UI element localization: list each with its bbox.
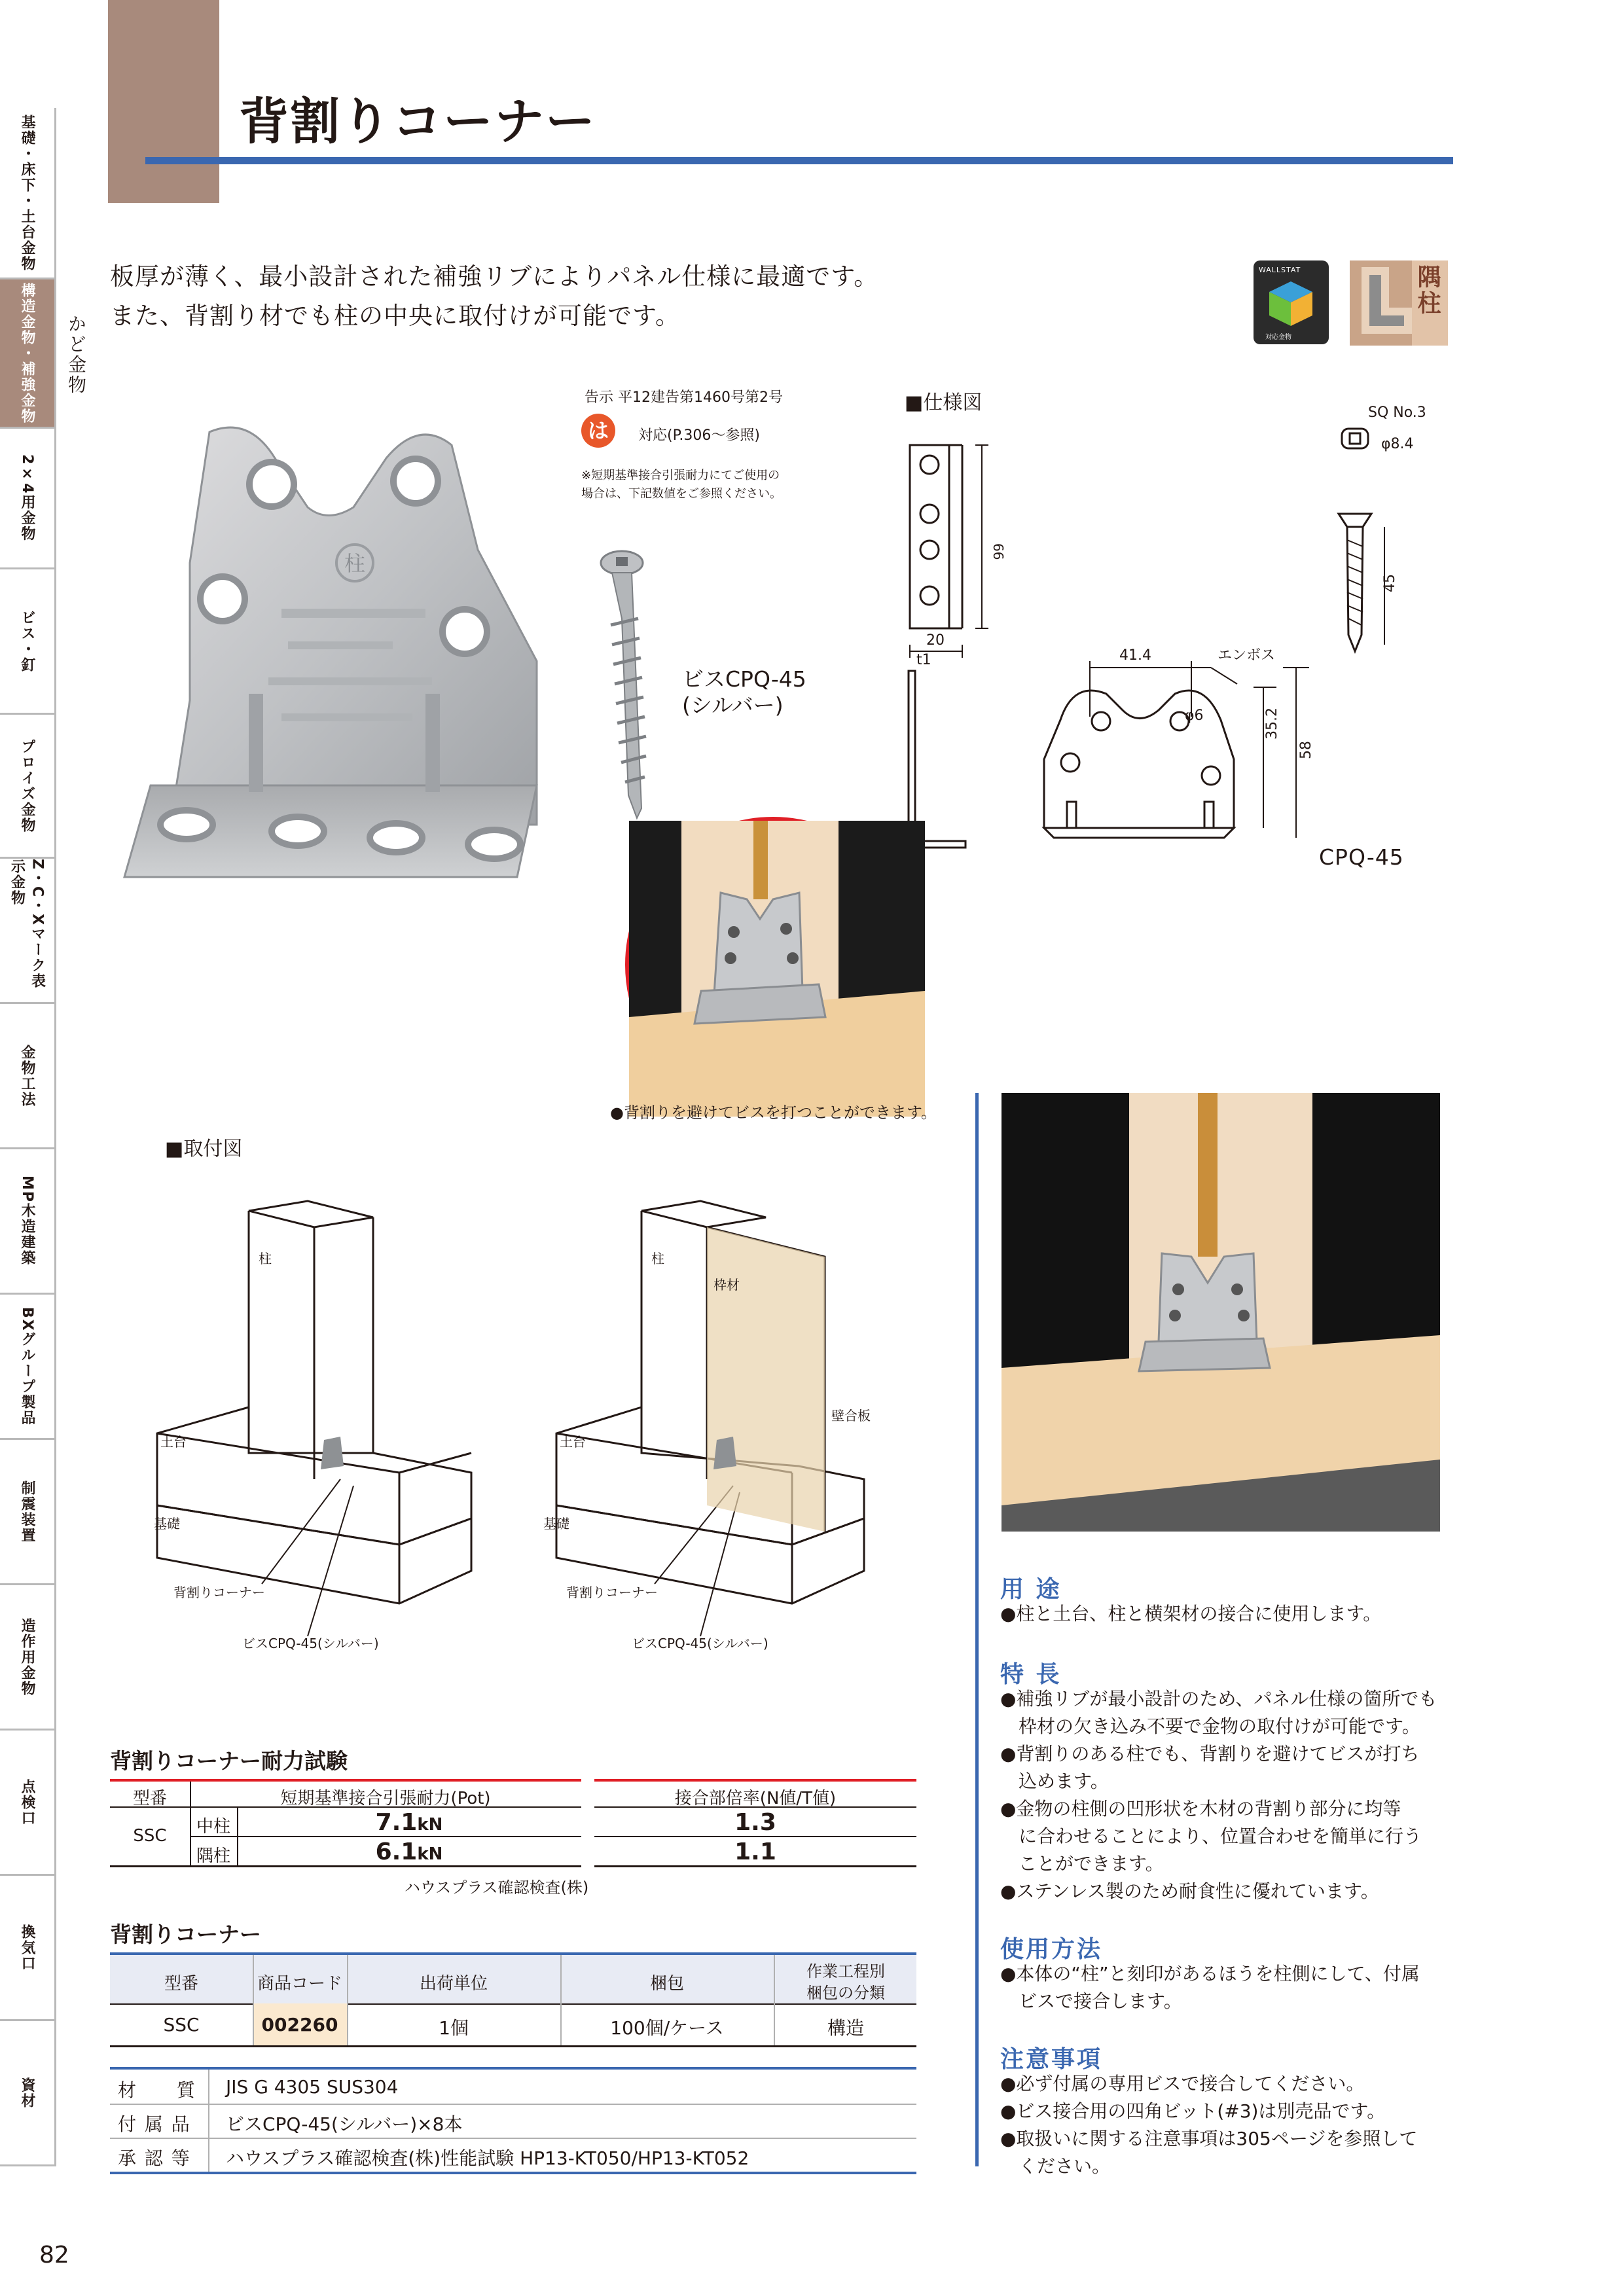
strength-value-1-number: 7.1 bbox=[375, 1809, 418, 1836]
strength-value-2-number: 6.1 bbox=[375, 1839, 418, 1865]
label-screw-left: ビスCPQ-45(シルバー) bbox=[242, 1636, 379, 1651]
product-header-class-1: 作業工程別 bbox=[806, 1962, 885, 1981]
wallstat-badge bbox=[1254, 260, 1329, 344]
strength-header-ratio: 接合部倍率(N値/T値) bbox=[674, 1789, 837, 1808]
spec-value-material: JIS G 4305 SUS304 bbox=[226, 2076, 399, 2098]
side-tab-zcx[interactable] bbox=[0, 859, 56, 1004]
product-code: 002260 bbox=[261, 2014, 338, 2036]
product-table-bottom-line bbox=[110, 2045, 916, 2047]
label-wall-panel: 壁合板 bbox=[831, 1408, 871, 1424]
side-tab-proiz[interactable] bbox=[0, 715, 56, 859]
product-engraving: 柱 bbox=[344, 551, 366, 576]
note-line-1: ※短期基準接合引張耐力にてご使用の bbox=[581, 469, 780, 482]
note-line-2: 場合は、下記数値をご参照ください。 bbox=[581, 487, 782, 501]
product-pack: 100個/ケース bbox=[610, 2017, 724, 2039]
title-color-band bbox=[108, 0, 219, 203]
strength-bottom-line-left bbox=[110, 1865, 581, 1867]
side-tab-method[interactable] bbox=[0, 1004, 56, 1149]
strength-position-2: 隅柱 bbox=[196, 1846, 230, 1866]
dim-emboss: エンボス bbox=[1218, 647, 1276, 664]
cpq45-label: CPQ-45 bbox=[1319, 844, 1404, 870]
installed-illustration bbox=[1001, 1093, 1440, 1532]
label-pillar-right: 柱 bbox=[651, 1251, 664, 1266]
side-tab-label: 構造金物・補強金物 bbox=[19, 282, 35, 424]
method-heading: 使用方法 bbox=[1000, 1936, 1103, 1963]
side-tab-foundation[interactable] bbox=[0, 108, 56, 279]
closeup-illustration bbox=[629, 821, 925, 1117]
strength-value-2-unit: kN bbox=[417, 1844, 443, 1864]
spec-label-material: 材 質 bbox=[118, 2079, 197, 2101]
features-line-8: ●ステンレス製のため耐食性に優れています。 bbox=[1000, 1880, 1379, 1902]
side-tab-screws[interactable] bbox=[0, 569, 56, 715]
side-tab-label: 基礎・床下・土台金物 bbox=[19, 114, 35, 272]
column-divider bbox=[975, 1093, 979, 2166]
caution-heading: 注意事項 bbox=[1000, 2046, 1103, 2073]
product-class: 構造 bbox=[827, 2017, 864, 2039]
intro-line-2: また、背割り材でも柱の中央に取付けが可能です。 bbox=[110, 302, 681, 330]
side-tab-label: BXグループ製品 bbox=[19, 1306, 35, 1426]
product-unit: 1個 bbox=[439, 2017, 469, 2039]
corner-icon-text: 隅柱 bbox=[1414, 264, 1441, 317]
strength-ratio-2: 1.1 bbox=[734, 1839, 776, 1865]
side-tab-fixture[interactable] bbox=[0, 1585, 56, 1731]
install-drawing bbox=[144, 1178, 877, 1662]
label-foundation-left: 基礎 bbox=[154, 1516, 180, 1532]
corner-post-icon bbox=[1350, 260, 1448, 346]
spec-rows-bottom-rule bbox=[110, 2172, 916, 2174]
caution-line-2: ●ビス接合用の四角ビット(#3)は別売品です。 bbox=[1000, 2100, 1386, 2122]
product-photo bbox=[111, 419, 556, 903]
label-pillar-left: 柱 bbox=[259, 1251, 272, 1266]
label-screw-right: ビスCPQ-45(シルバー) bbox=[632, 1636, 768, 1651]
method-line-2: ビスで接合します。 bbox=[1019, 1990, 1182, 2012]
strength-bottom-line-right bbox=[594, 1865, 916, 1867]
photo-note: ●背割りを避けてビスを打つことができます。 bbox=[610, 1103, 937, 1122]
installed-photo bbox=[1001, 1093, 1440, 1532]
wallstat-cube-icon bbox=[1268, 280, 1314, 327]
caution-line-1: ●必ず付属の専用ビスで接合してください。 bbox=[1000, 2073, 1365, 2094]
features-heading: 特 長 bbox=[1000, 1661, 1062, 1688]
wallstat-text: WALLSTAT bbox=[1259, 266, 1301, 274]
side-tab-label: 換気口 bbox=[19, 1924, 35, 1971]
intro-line-1: 板厚が薄く、最小設計された補強リブによりパネル仕様に最適です。 bbox=[110, 262, 879, 291]
label-sill-right: 土台 bbox=[560, 1434, 586, 1450]
screw-label-line-2: (シルバー) bbox=[682, 692, 784, 718]
side-tab-inspection[interactable] bbox=[0, 1731, 56, 1876]
product-header-pack: 梱包 bbox=[649, 1974, 684, 1994]
dim-35-2: 35.2 bbox=[1264, 708, 1280, 740]
product-table-title: 背割りコーナー bbox=[110, 1922, 261, 1947]
side-tab-bx[interactable] bbox=[0, 1295, 56, 1440]
spec-rows-line-1 bbox=[110, 2104, 916, 2105]
side-tab-label: Z・C・Xマーク表示金物 bbox=[9, 859, 46, 990]
side-tab-label: 造作用金物 bbox=[19, 1617, 35, 1696]
side-tab-materials[interactable] bbox=[0, 2021, 56, 2166]
caution-line-4: ください。 bbox=[1019, 2155, 1111, 2177]
spec-rows-vline bbox=[208, 2070, 209, 2172]
spec-value-approval: ハウスプラス確認検査(株)性能試験 HP13-KT050/HP13-KT052 bbox=[226, 2147, 749, 2169]
spec-rows-top-rule bbox=[110, 2067, 916, 2070]
caution-line-3: ●取扱いに関する注意事項は305ページを参照して bbox=[1000, 2128, 1418, 2149]
side-tab-label: 制震装置 bbox=[19, 1480, 35, 1543]
strength-table-title: 背割りコーナー耐力試験 bbox=[110, 1748, 348, 1774]
dim-phi8-4: φ8.4 bbox=[1381, 436, 1414, 452]
product-model: SSC bbox=[163, 2014, 200, 2036]
side-tab-2x4[interactable] bbox=[0, 429, 56, 569]
screw-photo bbox=[592, 547, 664, 821]
page-title: 背割りコーナー bbox=[239, 92, 596, 151]
dim-t1: t1 bbox=[916, 652, 931, 668]
side-tab-mp[interactable] bbox=[0, 1149, 56, 1295]
features-line-4: 込めます。 bbox=[1019, 1770, 1109, 1792]
side-tab-label: 2×4用金物 bbox=[19, 454, 35, 542]
side-tab-label: ビス・釘 bbox=[19, 609, 35, 673]
side-tab-label: 点検口 bbox=[19, 1778, 35, 1826]
category-label: かど金物 bbox=[65, 314, 87, 395]
usage-line-1: ●柱と土台、柱と横架材の接合に使用します。 bbox=[1000, 1603, 1382, 1624]
strength-value-1 bbox=[237, 1809, 581, 1836]
features-line-5: ●金物の柱側の凹形状を木材の背割り部分に均等 bbox=[1000, 1798, 1401, 1820]
dim-sq: SQ No.3 bbox=[1368, 404, 1426, 421]
spec-value-accessory: ビスCPQ-45(シルバー)×8本 bbox=[226, 2113, 463, 2135]
label-sill-left: 土台 bbox=[160, 1434, 187, 1450]
spec-label-accessory: 付 属 品 bbox=[118, 2113, 191, 2135]
strength-position-1: 中柱 bbox=[196, 1817, 230, 1837]
strength-rule-left bbox=[110, 1779, 581, 1782]
ha-mark-icon: は bbox=[581, 414, 615, 448]
strength-value-2 bbox=[237, 1839, 581, 1865]
features-line-6: に合わせることにより、位置合わせを簡単に行う bbox=[1019, 1825, 1422, 1847]
dim-45: 45 bbox=[1382, 574, 1398, 592]
spec-drawing-heading: ■仕様図 bbox=[905, 391, 983, 414]
label-product-right: 背割りコーナー bbox=[566, 1585, 658, 1600]
product-header-model: 型番 bbox=[164, 1974, 198, 1994]
features-line-2: 枠材の欠き込み不要で金物の取付けが可能です。 bbox=[1019, 1715, 1420, 1737]
side-tab-label: 資材 bbox=[19, 2077, 35, 2109]
screw-label bbox=[682, 666, 806, 719]
spec-rows-line-2 bbox=[110, 2138, 916, 2139]
method-line-1: ●本体の“柱”と刻印があるほうを柱側にして、付属 bbox=[1000, 1963, 1420, 1984]
product-header-unit: 出荷単位 bbox=[419, 1974, 488, 1994]
strength-ratio-1: 1.3 bbox=[734, 1809, 776, 1836]
dim-phi6: φ6 bbox=[1185, 708, 1204, 724]
strength-header-pot: 短期基準接合引張耐力(Pot) bbox=[280, 1789, 491, 1808]
product-table-mid-line bbox=[110, 2003, 916, 2005]
kokuji-notice: 告示 平12建告第1460号第2号 bbox=[585, 389, 783, 406]
strength-header-model: 型番 bbox=[132, 1789, 167, 1808]
page-number: 82 bbox=[39, 2242, 69, 2269]
label-foundation-right: 基礎 bbox=[543, 1516, 569, 1532]
strength-model: SSC bbox=[133, 1826, 167, 1846]
product-header-class-2: 梱包の分類 bbox=[806, 1984, 885, 2002]
features-line-3: ●背割りのある柱でも、背割りを避けてビスが打ち bbox=[1000, 1743, 1420, 1765]
spec-drawing bbox=[897, 404, 1440, 864]
side-tab-damper[interactable] bbox=[0, 1440, 56, 1585]
features-line-7: ことができます。 bbox=[1019, 1853, 1164, 1874]
spec-label-approval: 承 認 等 bbox=[118, 2147, 191, 2169]
title-underline bbox=[145, 157, 1453, 164]
features-line-1: ●補強リブが最小設計のため、パネル仕様の箇所でも bbox=[1000, 1688, 1437, 1710]
side-tab-vent[interactable] bbox=[0, 1876, 56, 2021]
label-frame: 枠材 bbox=[713, 1277, 740, 1293]
strength-mid-line-left bbox=[190, 1836, 581, 1837]
screw-label-line-1: ビスCPQ-45 bbox=[682, 666, 806, 692]
dim-66: 66 bbox=[990, 543, 1006, 560]
side-tab-label: 金物工法 bbox=[19, 1044, 35, 1107]
usage-heading: 用 途 bbox=[1000, 1576, 1062, 1603]
label-product-left: 背割りコーナー bbox=[173, 1585, 265, 1600]
side-tab-structural[interactable] bbox=[0, 279, 56, 429]
dim-41-4: 41.4 bbox=[1119, 647, 1151, 664]
dim-58: 58 bbox=[1298, 741, 1314, 759]
strength-mid-line-right bbox=[594, 1836, 916, 1837]
wallstat-sub-text: 対応金物 bbox=[1265, 334, 1291, 341]
installed-closeup-photo bbox=[625, 817, 921, 1113]
strength-source: ハウスプラス確認検査(株) bbox=[405, 1878, 589, 1897]
strength-value-1-unit: kN bbox=[417, 1815, 443, 1835]
side-tab-label: プロイズ金物 bbox=[19, 738, 35, 833]
product-header-code: 商品コード bbox=[257, 1974, 342, 1994]
ha-mark-text: 対応(P.306〜参照) bbox=[638, 427, 760, 444]
dim-20: 20 bbox=[926, 632, 945, 649]
corner-shape-icon bbox=[1350, 260, 1412, 346]
side-tab-label: MP木造建築 bbox=[19, 1175, 35, 1266]
install-drawing-heading: ■取付図 bbox=[165, 1138, 243, 1160]
strength-rule-right bbox=[594, 1779, 916, 1782]
